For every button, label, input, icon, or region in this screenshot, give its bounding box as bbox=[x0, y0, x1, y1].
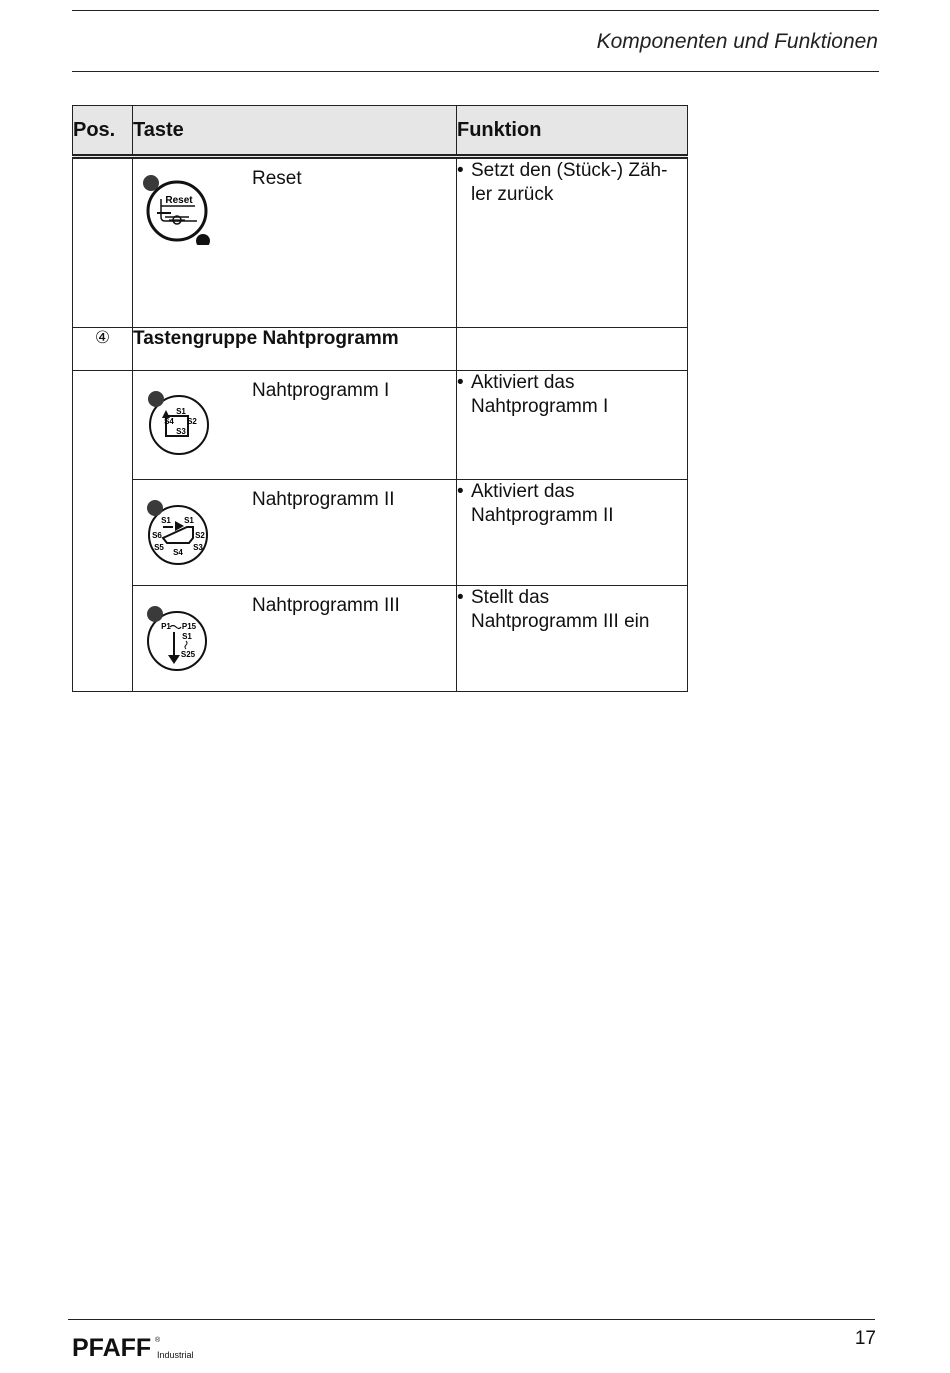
icon-text: S1 bbox=[161, 516, 171, 525]
function-line: Aktiviert das bbox=[471, 481, 575, 502]
seam-program-1-icon bbox=[139, 381, 215, 457]
function-cell-reset bbox=[457, 157, 688, 328]
pfaff-industrial-logo bbox=[72, 1333, 202, 1363]
icon-text: S5 bbox=[154, 543, 164, 552]
key-label-seam-program-3: Nahtprogramm III bbox=[252, 595, 400, 616]
table-row-group bbox=[73, 328, 688, 371]
icon-text: S2 bbox=[187, 417, 197, 426]
icon-text: S1 bbox=[176, 407, 186, 416]
function-text-seam-program-2 bbox=[471, 480, 673, 528]
icon-text: S3 bbox=[193, 543, 203, 552]
column-header-pos: Pos. bbox=[73, 106, 133, 157]
column-header-taste: Taste bbox=[133, 106, 457, 157]
function-line: ler zurück bbox=[471, 184, 554, 205]
function-cell-seam-program-1 bbox=[457, 371, 688, 480]
icon-text: P1 bbox=[161, 622, 171, 631]
icon-text: S1 bbox=[184, 516, 194, 525]
icon-text: S6 bbox=[152, 531, 162, 540]
function-line: Nahtprogramm I bbox=[471, 396, 609, 417]
bullet-glyph: • bbox=[457, 587, 464, 608]
function-text-seam-program-1 bbox=[471, 371, 673, 419]
taste-cell-reset bbox=[133, 157, 457, 328]
taste-cell-seam-program-3 bbox=[133, 586, 457, 692]
taste-cell-seam-program-2 bbox=[133, 480, 457, 586]
page-header-title: Komponenten und Funktionen bbox=[596, 30, 878, 53]
key-label-seam-program-1: Nahtprogramm I bbox=[252, 380, 390, 401]
reset-key-icon bbox=[139, 169, 215, 245]
page-number: 17 bbox=[854, 1328, 876, 1349]
seam-program-2-icon bbox=[139, 490, 215, 566]
table-row-seam-program-2 bbox=[73, 480, 688, 586]
function-line: Nahtprogramm III ein bbox=[471, 611, 650, 632]
header-rule-top bbox=[72, 10, 879, 11]
bullet-glyph: • bbox=[457, 481, 464, 502]
table-row-seam-program-1 bbox=[73, 371, 688, 480]
bullet-glyph: • bbox=[457, 160, 464, 181]
position-number: ④ bbox=[73, 328, 133, 371]
taste-cell-seam-program-1 bbox=[133, 371, 457, 480]
icon-text: P15 bbox=[181, 622, 197, 631]
reset-key-text: Reset bbox=[165, 195, 193, 206]
icon-text: S1 bbox=[182, 632, 192, 641]
column-header-funktion: Funktion bbox=[457, 106, 688, 157]
group-title: Tastengruppe Nahtprogramm bbox=[133, 328, 457, 371]
function-line: Setzt den (Stück-) Zäh- bbox=[471, 160, 668, 181]
pos-cell-reset bbox=[73, 157, 133, 328]
logo-subtitle: Industrial bbox=[157, 1350, 194, 1360]
icon-text: S25 bbox=[180, 650, 196, 659]
icon-text: S4 bbox=[164, 417, 174, 426]
pos-cell-group bbox=[73, 371, 133, 692]
icon-text: S4 bbox=[173, 548, 183, 557]
keys-table bbox=[72, 105, 688, 692]
function-line: Nahtprogramm II bbox=[471, 505, 614, 526]
bullet-glyph: • bbox=[457, 372, 464, 393]
icon-text: S2 bbox=[195, 531, 205, 540]
key-label-reset: Reset bbox=[252, 168, 302, 189]
logo-brand: PFAFF bbox=[72, 1334, 152, 1362]
function-cell-seam-program-3 bbox=[457, 586, 688, 692]
table-row-seam-program-3 bbox=[73, 586, 688, 692]
function-line: Aktiviert das bbox=[471, 372, 575, 393]
icon-text: S3 bbox=[176, 427, 186, 436]
seam-program-3-icon bbox=[139, 596, 215, 672]
logo-registered-mark: ® bbox=[155, 1337, 161, 1344]
table-header-row bbox=[73, 106, 688, 157]
function-cell-seam-program-2 bbox=[457, 480, 688, 586]
function-text-seam-program-3 bbox=[471, 586, 673, 634]
function-line: Stellt das bbox=[471, 587, 550, 608]
key-label-seam-program-2: Nahtprogramm II bbox=[252, 489, 395, 510]
function-text-reset bbox=[471, 159, 673, 207]
function-cell-group bbox=[457, 328, 688, 371]
table-row-reset bbox=[73, 157, 688, 328]
header-rule-bottom bbox=[72, 71, 879, 72]
footer-rule bbox=[68, 1319, 875, 1320]
